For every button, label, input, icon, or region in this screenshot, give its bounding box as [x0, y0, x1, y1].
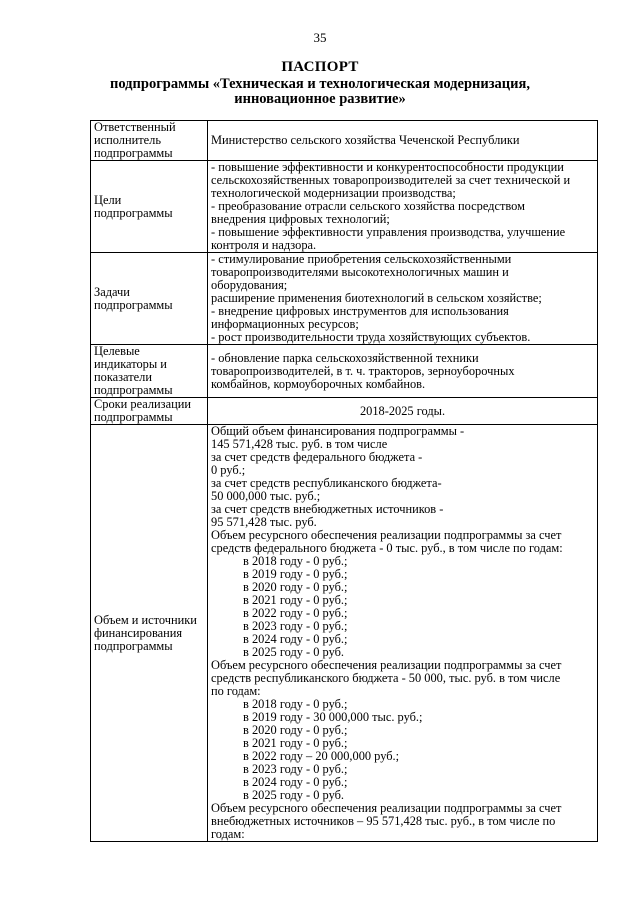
passport-table — [90, 120, 598, 842]
federal-year-line: в 2020 году - 0 руб.; — [243, 580, 348, 594]
task-line: товаропроизводителями высокотехнологичных машин и — [211, 265, 509, 279]
extra-intro-line: годам: — [211, 827, 245, 841]
value-indicators — [208, 345, 598, 398]
federal-year-line: в 2025 году - 0 руб. — [243, 645, 345, 659]
label-line: подпрограммы — [94, 383, 173, 397]
indicator-line: комбайнов, кормоуборочных комбайнов. — [211, 376, 426, 391]
label-terms — [91, 398, 208, 425]
federal-year-line: в 2022 году - 0 руб.; — [243, 606, 348, 620]
republic-intro-line: средств республиканского бюджета - 50 000, тыс. руб. в том числе — [211, 671, 561, 685]
goal-line: внедрения цифровых технологий; — [211, 212, 390, 226]
goal-line: - повышение эффективности и конкурентоспособности продукции — [211, 160, 564, 174]
indicator-line: - обновление парка сельскохозяйственной техники — [211, 350, 479, 365]
subtitle-line: подпрограммы «Техническая и технологическая модернизация, — [110, 76, 530, 92]
republic-year-line: в 2024 году - 0 руб.; — [243, 775, 348, 789]
document-title: ПАСПОРТ — [281, 59, 359, 75]
document-subtitle — [80, 77, 560, 107]
label-line: Сроки реализации — [94, 397, 191, 411]
value-responsible: Министерство сельского хозяйства Чеченской Республики — [208, 121, 598, 161]
task-line: - рост производительности труда хозяйствующих субъектов. — [211, 330, 531, 344]
row-terms — [91, 398, 598, 425]
federal-year-line: в 2019 году - 0 руб.; — [243, 567, 348, 581]
row-goals — [91, 161, 598, 253]
label-line: подпрограммы — [94, 297, 173, 312]
task-line: информационных ресурсов; — [211, 317, 359, 331]
value-goals — [208, 161, 598, 253]
goal-line: сельскохозяйственных товаропроизводителей за счет технической и — [211, 173, 571, 187]
label-financing — [91, 425, 208, 842]
goal-line: - преобразование отрасли сельского хозяйства посредством — [211, 199, 525, 213]
subtitle-line: инновационное развитие» — [234, 91, 406, 107]
task-line: оборудования; — [211, 278, 288, 292]
financing-line: 145 571,428 тыс. руб. в том числе — [211, 437, 388, 451]
value-terms: 2018-2025 годы. — [208, 398, 598, 425]
federal-intro-line: средств федерального бюджета - 0 тыс. руб., в том числе по годам: — [211, 541, 563, 555]
row-financing — [91, 425, 598, 842]
republic-intro-line: Объем ресурсного обеспечения реализации подпрограммы за счет — [211, 658, 562, 672]
label-responsible — [91, 121, 208, 161]
republic-intro-line: по годам: — [211, 684, 261, 698]
label-line: подпрограммы — [94, 410, 173, 424]
label-line: подпрограммы — [94, 146, 173, 160]
financing-line: Общий объем финансирования подпрограммы - — [211, 424, 465, 438]
federal-intro-line: Объем ресурсного обеспечения реализации подпрограммы за счет — [211, 528, 562, 542]
federal-year-line: в 2018 году - 0 руб.; — [243, 554, 348, 568]
value-financing — [208, 425, 598, 842]
page-number: 35 — [313, 30, 327, 45]
row-tasks — [91, 253, 598, 345]
label-line: финансирования — [94, 625, 183, 640]
row-indicators — [91, 345, 598, 398]
task-line: расширение применения биотехнологий в сельском хозяйстве; — [211, 291, 542, 305]
federal-year-line: в 2024 году - 0 руб.; — [243, 632, 348, 646]
label-line: подпрограммы — [94, 205, 173, 220]
row-responsible — [91, 121, 598, 161]
extra-intro-line: внебюджетных источников – 95 571,428 тыс. руб., в том числе по — [211, 814, 556, 828]
federal-year-line: в 2021 году - 0 руб.; — [243, 593, 348, 607]
financing-line: 0 руб.; — [211, 463, 246, 477]
goal-line: технологической модернизации производства; — [211, 186, 456, 200]
indicator-line: товаропроизводителей, в т. ч. тракторов, зерноуборочных — [211, 363, 515, 378]
financing-line: за счет средств республиканского бюджета- — [211, 476, 442, 490]
label-line: Цели — [94, 192, 122, 207]
label-indicators — [91, 345, 208, 398]
extra-intro-line: Объем ресурсного обеспечения реализации подпрограммы за счет — [211, 801, 562, 815]
goal-line: контроля и надзора. — [211, 238, 317, 252]
label-line: Задачи — [94, 284, 130, 299]
goal-line: - повышение эффективности управления производства, улучшение — [211, 225, 566, 239]
label-line: подпрограммы — [94, 638, 173, 653]
task-line: - стимулирование приобретения сельскохозяйственными — [211, 252, 512, 266]
republic-year-line: в 2019 году - 30 000,000 тыс. руб.; — [243, 710, 423, 724]
value-tasks — [208, 253, 598, 345]
federal-year-line: в 2023 году - 0 руб.; — [243, 619, 348, 633]
label-line: исполнитель — [94, 133, 161, 147]
label-line: индикаторы и — [94, 357, 167, 371]
label-goals — [91, 161, 208, 253]
republic-year-line: в 2018 году - 0 руб.; — [243, 697, 348, 711]
label-line: Ответственный — [94, 120, 176, 134]
republic-year-line: в 2021 году - 0 руб.; — [243, 736, 348, 750]
task-line: - внедрение цифровых инструментов для использования — [211, 304, 509, 318]
republic-year-line: в 2025 году - 0 руб. — [243, 788, 345, 802]
financing-line: 50 000,000 тыс. руб.; — [211, 489, 321, 503]
label-line: Объем и источники — [94, 612, 197, 627]
republic-year-line: в 2020 году - 0 руб.; — [243, 723, 348, 737]
republic-year-line: в 2022 году – 20 000,000 руб.; — [243, 749, 400, 763]
republic-year-line: в 2023 году - 0 руб.; — [243, 762, 348, 776]
label-line: показатели — [94, 370, 152, 384]
label-line: Целевые — [94, 344, 140, 358]
financing-line: 95 571,428 тыс. руб. — [211, 515, 317, 529]
financing-line: за счет средств внебюджетных источников - — [211, 502, 444, 516]
financing-line: за счет средств федерального бюджета - — [211, 450, 423, 464]
label-tasks — [91, 253, 208, 345]
